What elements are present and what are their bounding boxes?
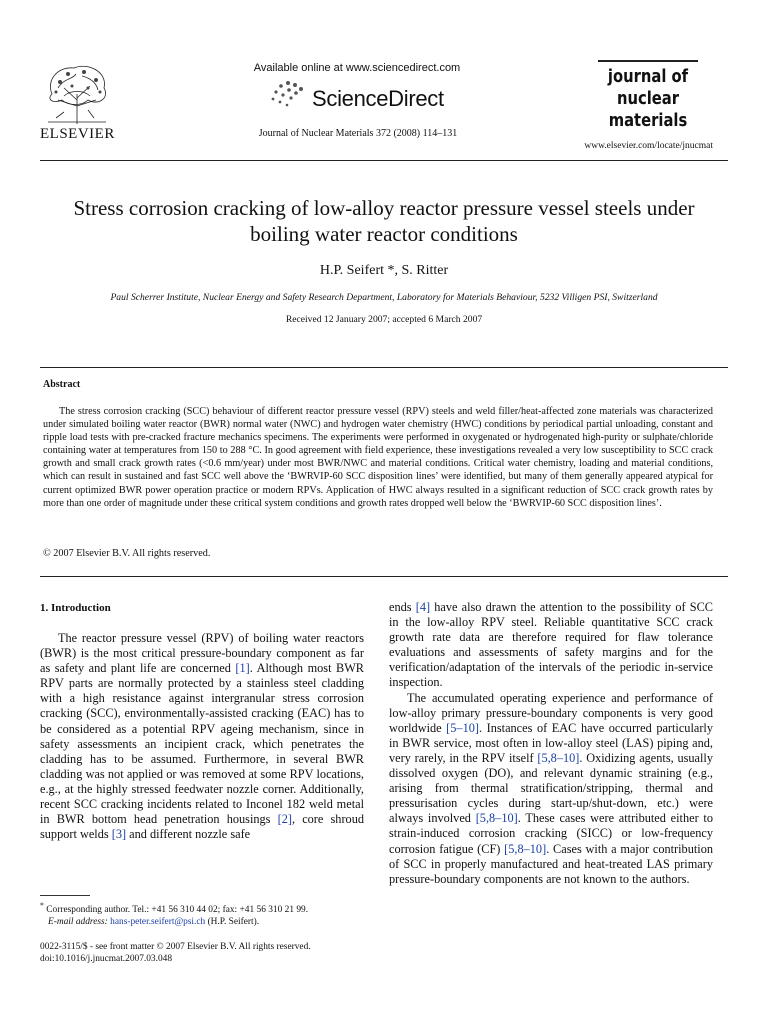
footnote-rule xyxy=(40,895,90,896)
abstract-body: The stress corrosion cracking (SCC) behaviour of different reactor pressure vessel (RPV) steels and weld filler/heat-affected zone materials was characterized under simulated boiling water reactor (BWR) normal water (NWC) and hydrogen water chemistry (HWC) conditions by periodical partial unloading, constant and ripple load tests with pre-cracked fracture mechanics specimens. The experiments were performed in oxygenated or hydrogenated high-purity or sulphate/chloride containing water at temperatures from 150 to 288 °C. In good agreement with field experience, these investigations revealed a very low susceptibility to SCC crack growth and small crack growth rates (<0.6 mm/year) under most BWR/NWC and material conditions. Critical water chemistry, loading and material conditions, which can result in sustained and fast SCC well above the ‘BWRVIP-60 SCC disposition lines’ were identified, but many of them generally appeared atypical for current optimized BWR power operation practice or modern RPVs. Application of HWC always resulted in a significant reduction of SCC crack growth rates by more than one order of magnitude under these critical system conditions and growth rates dropped well below the ‘BWRVIP-60 SCC disposition lines’. xyxy=(43,406,713,509)
journal-logo-text: journal of nuclear materials xyxy=(607,66,689,131)
reference-link[interactable]: [1] xyxy=(235,661,250,676)
paragraph-text: . These cases were attributed either to strain-induced corrosion cracking (SICC) or low-frequency corrosion fatigue (CF) xyxy=(389,811,713,856)
reference-link[interactable]: [5–10] xyxy=(446,720,479,735)
header-divider xyxy=(40,160,728,161)
left-column xyxy=(40,631,364,842)
sciencedirect-name: ScienceDirect xyxy=(312,86,444,111)
sciencedirect-dots-icon xyxy=(268,80,308,108)
paragraph-text: The accumulated operating experience and performance of low-alloy primary pressure-boundary components is very good worldwide xyxy=(389,690,713,735)
article-affiliation: Paul Scherrer Institute, Nuclear Energy and Safety Research Department, Laboratory for Materials Behaviour, 5232 Villigen PSI, Switzerland xyxy=(110,292,658,303)
footnote xyxy=(40,900,370,928)
reference-link[interactable]: [2] xyxy=(277,812,292,827)
elsevier-tree-logo xyxy=(38,60,116,126)
section-heading: 1. Introduction xyxy=(40,602,111,614)
available-online-text: Available online at www.sciencedirect.com xyxy=(253,62,461,74)
paragraph xyxy=(389,600,713,691)
doi-line[interactable]: doi:10.1016/j.jnucmat.2007.03.048 xyxy=(40,954,173,964)
bottom-info xyxy=(40,941,311,965)
reference-link[interactable]: [5,8–10] xyxy=(504,841,547,856)
reference-link[interactable]: [3] xyxy=(111,827,127,842)
paragraph-text: The reactor pressure vessel (RPV) of boiling water reactors (BWR) is the most critical pressure-boundary component as far as safety and plant life are concerned xyxy=(40,631,364,676)
footnote-marker: * xyxy=(40,901,44,910)
paragraph-text: and different nozzle safe xyxy=(126,827,251,842)
article-received: Received 12 January 2007; accepted 6 March 2007 xyxy=(285,314,483,325)
abstract-copyright: © 2007 Elsevier B.V. All rights reserved. xyxy=(43,548,211,559)
paragraph-text: , core shroud support welds xyxy=(40,812,364,842)
journal-url[interactable]: www.elsevier.com/locate/jnucmat xyxy=(584,141,713,151)
article-title: Stress corrosion cracking of low-alloy reactor pressure vessel steels under boiling water reactor conditions xyxy=(73,196,695,246)
footnote-email-suffix: (H.P. Seifert). xyxy=(205,917,260,928)
paragraph-text: . Although most BWR RPV parts are normally protected by a stainless steel cladding with a high resistance against intergranular stress corrosion cracking (SCC), environmentally-assisted cracking (EAC) has to be considered as a potential RPV ageing mechanism, since in safety assessments an incipient crack, which penetrates the cladding has to be assumed. Furthermore, in several BWR cladding was not applied or was removed at some RPV locations, e.g., at the highly stressed feedwater nozzle corner. Additionally, recent SCC cracking incidents related to Inconel 182 weld metal in BWR bottom head penetration housings xyxy=(40,661,364,827)
paragraph xyxy=(40,631,364,842)
footnote-email-label: E-mail address: xyxy=(48,917,108,928)
journal-citation: Journal of Nuclear Materials 372 (2008) 114–131 xyxy=(258,128,458,139)
article-authors: H.P. Seifert *, S. Ritter xyxy=(319,263,449,278)
abstract-top-divider xyxy=(40,367,728,368)
right-column xyxy=(389,600,713,887)
paragraph-text: . Oxidizing agents, usually dissolved oxygen (DO), and relevant dynamic straining (e.g., arising from thermal stratification/stripping, thermal and pressurisation cycles during start-up/shut-down, etc.) were always involved xyxy=(389,750,713,826)
issn-line: 0022-3115/$ - see front matter © 2007 Elsevier B.V. All rights reserved. xyxy=(40,942,311,952)
reference-link[interactable]: [5,8–10] xyxy=(537,750,580,765)
abstract-bottom-divider xyxy=(40,576,728,577)
paragraph-text: . Instances of EAC have occurred particularly in BWR service, most often in low-alloy steel (LAS) piping and, very rarely, in the RPV itself xyxy=(389,720,713,765)
author-email-link[interactable]: hans-peter.seifert@psi.ch xyxy=(110,917,206,928)
abstract-heading: Abstract xyxy=(43,379,81,390)
publisher-name: ELSEVIER xyxy=(40,126,115,142)
paragraph-text: . Cases with a major contribution of SCC in properly manufactured and heat-treated LAS primary pressure-boundary components are not known to the authors. xyxy=(389,841,713,886)
reference-link[interactable]: [5,8–10] xyxy=(475,811,518,826)
paragraph-text: have also drawn the attention to the possibility of SCC in the low-alloy RPV steel. Reliable quantitative SCC crack growth rate data are therefore required for flaw tolerance evaluations and assessments of safety margins and for the verification/adaptation of the intervals of the periodic in-service inspection. xyxy=(389,600,713,690)
paragraph-text: ends xyxy=(389,600,416,614)
paragraph xyxy=(389,691,713,887)
footnote-contact: Corresponding author. Tel.: +41 56 310 44 02; fax: +41 56 310 21 99. xyxy=(46,905,309,916)
journal-logo xyxy=(598,60,698,132)
reference-link[interactable]: [4] xyxy=(415,600,431,614)
